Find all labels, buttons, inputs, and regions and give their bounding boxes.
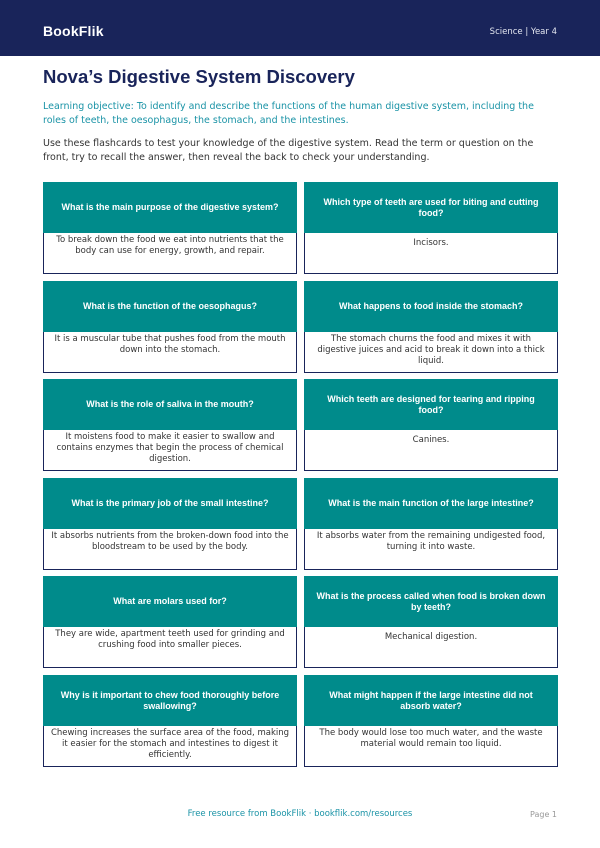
flashcard[interactable] [304,576,558,668]
flashcard[interactable] [43,675,297,767]
flashcard[interactable] [304,182,558,274]
page-number: Page 1 [530,810,557,819]
flashcard-back: Incisors. [304,233,558,274]
flashcard-front: What is the main function of the large intestine? [304,478,558,529]
flashcard-back: It absorbs water from the remaining undigested food, turning it into waste. [304,529,558,570]
flashcard-back: It is a muscular tube that pushes food from the mouth down into the stomach. [43,332,297,373]
flashcard[interactable] [43,478,297,570]
flashcard-front: Which teeth are designed for tearing and ripping food? [304,379,558,430]
flashcard-back: To break down the food we eat into nutrients that the body can use for energy, growth, and repair. [43,233,297,274]
flashcard[interactable] [304,281,558,373]
footer-credit: Free resource from BookFlik · bookflik.com/resources [187,809,413,819]
brand-logo-text: BookFlik [43,23,104,39]
instructions-text: Use these flashcards to test your knowledge of the digestive system. Read the term or question on the front, try to recall the answer, then reveal the back to check your understanding. [43,138,534,163]
page-title: Nova’s Digestive System Discovery [43,66,355,87]
flashcard[interactable] [304,478,558,570]
flashcard-back: Canines. [304,430,558,471]
flashcard-back: It moistens food to make it easier to swallow and contains enzymes that begin the process of chemical digestion. [43,430,297,471]
flashcard-front: What is the function of the oesophagus? [43,281,297,332]
flashcard[interactable] [43,576,297,668]
flashcard-back: The stomach churns the food and mixes it with digestive juices and acid to break it down into a thick liquid. [304,332,558,373]
flashcard[interactable] [304,675,558,767]
flashcard-back: The body would lose too much water, and the waste material would remain too liquid. [304,726,558,767]
flashcard-back: It absorbs nutrients from the broken-down food into the bloodstream to be used by the body. [43,529,297,570]
flashcard[interactable] [43,281,297,373]
flashcard[interactable] [304,379,558,471]
flashcard-front: Which type of teeth are used for biting and cutting food? [304,182,558,233]
flashcard-front: Why is it important to chew food thoroughly before swallowing? [43,675,297,726]
flashcard-back: Mechanical digestion. [304,627,558,668]
top-banner [0,0,600,56]
flashcard-front: What are molars used for? [43,576,297,627]
flashcard-front: What is the main purpose of the digestive system? [43,182,297,233]
flashcard[interactable] [43,379,297,471]
flashcard-back: They are wide, apartment teeth used for grinding and crushing food into smaller pieces. [43,627,297,668]
flashcard-front: What is the process called when food is broken down by teeth? [304,576,558,627]
flashcard-front: What might happen if the large intestine did not absorb water? [304,675,558,726]
flashcard-back: Chewing increases the surface area of the food, making it easier for the stomach and intestines to digest it efficiently. [43,726,297,767]
flashcard-front: What is the primary job of the small intestine? [43,478,297,529]
learning-objective: Learning objective: To identify and describe the functions of the human digestive system, including the roles of teeth, the oesophagus, the stomach, and the intestines. [43,101,534,126]
subject-year-label: Science | Year 4 [489,27,557,37]
flashcard-front: What happens to food inside the stomach? [304,281,558,332]
flashcard[interactable] [43,182,297,274]
flashcard-front: What is the role of saliva in the mouth? [43,379,297,430]
